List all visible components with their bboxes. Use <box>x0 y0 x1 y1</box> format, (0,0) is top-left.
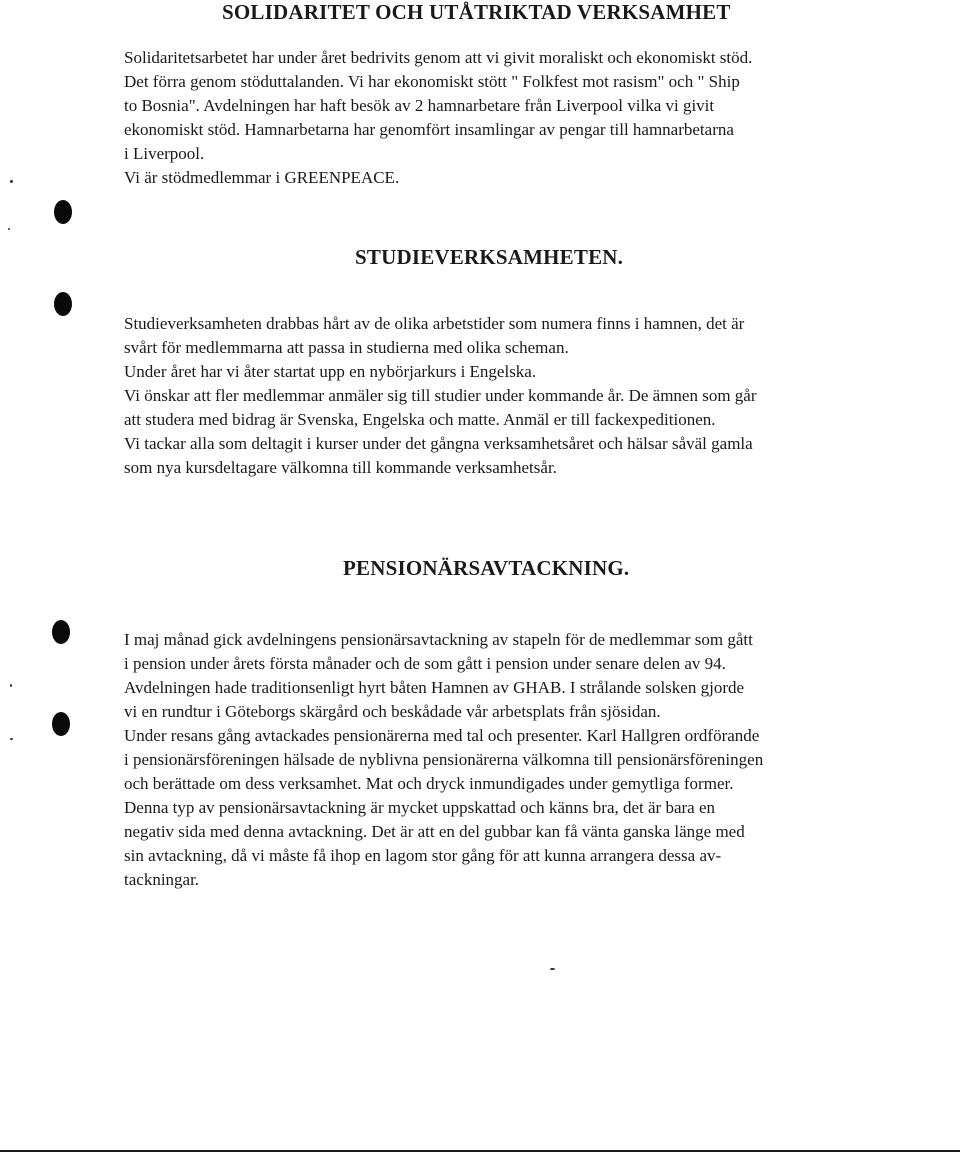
body-line: Det förra genom stöduttalanden. Vi har ekonomiskt stött " Folkfest mot rasism" och " Ship <box>124 72 740 91</box>
scan-speck <box>10 180 13 183</box>
body-line: Studieverksamheten drabbas hårt av de olika arbetstider som numera finns i hamnen, det är <box>124 314 745 333</box>
section-body-solidaritet <box>124 46 844 190</box>
body-line: Avdelningen hade traditionsenligt hyrt båten Hamnen av GHAB. I strålande solsken gjorde <box>124 678 745 697</box>
body-line: att studera med bidrag är Svenska, Engelska och matte. Anmäl er till fackexpeditionen. <box>124 410 716 429</box>
body-line: som nya kursdeltagare välkomna till kommande verksamhetsår. <box>124 458 557 477</box>
body-line: Vi önskar att fler medlemmar anmäler sig till studier under kommande år. De ämnen som går <box>124 386 757 405</box>
scan-speck <box>8 228 10 230</box>
section-body-studieverksamheten <box>124 312 844 480</box>
body-line: to Bosnia". Avdelningen har haft besök av 2 hamnarbetare från Liverpool vilka vi givit <box>124 96 715 115</box>
punch-hole-mark <box>52 620 70 644</box>
scan-speck <box>550 968 555 970</box>
body-line: I maj månad gick avdelningens pensionärsavtackning av stapeln för de medlemmar som gått <box>124 630 753 649</box>
body-line: vi en rundtur i Göteborgs skärgård och beskådade vår arbetsplats från sjösidan. <box>124 702 661 721</box>
body-line: svårt för medlemmarna att passa in studierna med olika scheman. <box>124 338 569 357</box>
section-heading-solidaritet: SOLIDARITET OCH UTÅTRIKTAD VERKSAMHET <box>222 0 731 24</box>
body-line: i pension under årets första månader och de som gått i pension under senare delen av 94. <box>124 654 726 673</box>
punch-hole-mark <box>54 292 72 316</box>
body-line: i pensionärsföreningen hälsade de nyblivna pensionärerna välkomna till pensionärsföreningen <box>124 750 764 769</box>
body-line: negativ sida med denna avtackning. Det är att en del gubbar kan få vänta ganska länge med <box>124 822 745 841</box>
punch-hole-mark <box>54 200 72 224</box>
punch-hole-mark <box>52 712 70 736</box>
scan-speck <box>10 684 12 687</box>
scan-speck <box>10 738 13 740</box>
page-bottom-rule <box>0 1150 960 1152</box>
body-line: ekonomiskt stöd. Hamnarbetarna har genomfört insamlingar av pengar till hamnarbetarna <box>124 120 734 139</box>
body-line: Under resans gång avtackades pensionärerna med tal och presenter. Karl Hallgren ordförande <box>124 726 760 745</box>
body-line: tackningar. <box>124 870 200 889</box>
body-line: Under året har vi åter startat upp en nybörjarkurs i Engelska. <box>124 362 537 381</box>
body-line: Vi är stödmedlemmar i GREENPEACE. <box>124 168 400 187</box>
body-line: Solidaritetsarbetet har under året bedrivits genom att vi givit moraliskt och ekonomiskt stöd. <box>124 48 753 67</box>
section-body-pensionarsavtackning <box>124 628 844 892</box>
body-line: Denna typ av pensionärsavtackning är mycket uppskattad och känns bra, det är bara en <box>124 798 716 817</box>
section-heading-pensionarsavtackning: PENSIONÄRSAVTACKNING. <box>343 556 630 580</box>
body-line: och berättade om dess verksamhet. Mat och dryck inmundigades under gemytliga former. <box>124 774 734 793</box>
body-line: Vi tackar alla som deltagit i kurser under det gångna verksamhetsåret och hälsar såväl gamla <box>124 434 753 453</box>
body-line: i Liverpool. <box>124 144 205 163</box>
section-heading-studieverksamheten: STUDIEVERKSAMHETEN. <box>355 245 624 269</box>
body-line: sin avtackning, då vi måste få ihop en lagom stor gång för att kunna arrangera dessa av- <box>124 846 722 865</box>
